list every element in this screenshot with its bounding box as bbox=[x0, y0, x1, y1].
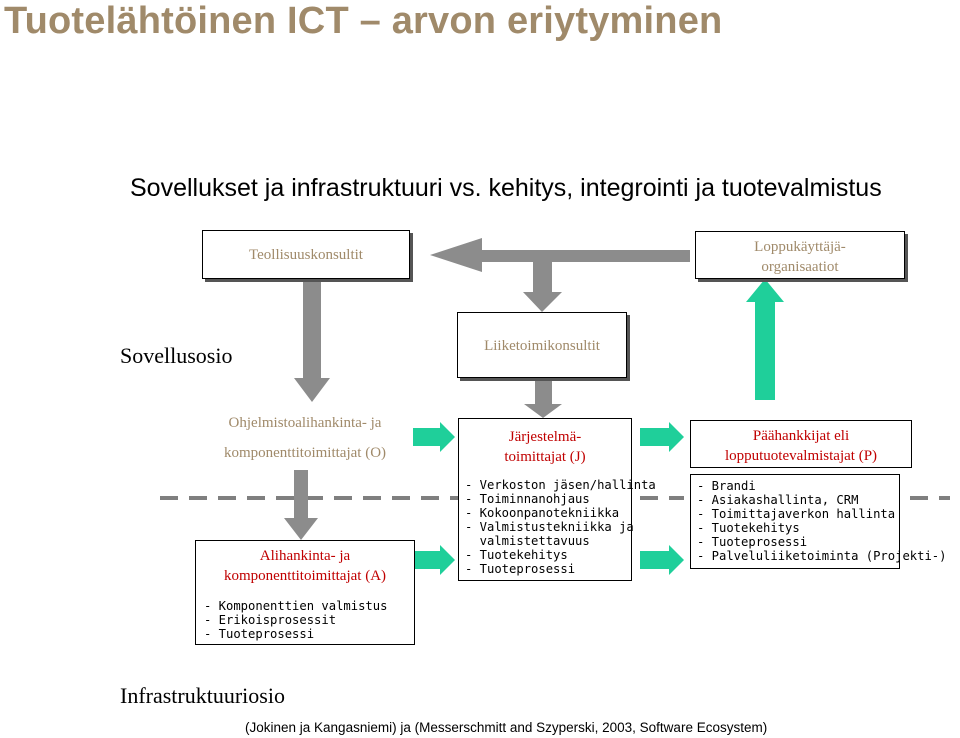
system-suppliers-line1: Järjestelmä- bbox=[508, 429, 582, 445]
layer-label-infrastructure: Infrastruktuuriosio bbox=[120, 683, 285, 708]
gray-arrow-down-subcontract bbox=[284, 470, 318, 540]
main-contractors-header bbox=[690, 420, 912, 468]
gray-arrow-left bbox=[430, 238, 690, 272]
box-system-suppliers bbox=[458, 418, 656, 581]
gray-arrow-down-system bbox=[524, 379, 562, 418]
citation: (Jokinen ja Kangasniemi) ja (Messerschmitt and Szyperski, 2003, Software Ecosystem) bbox=[245, 720, 768, 735]
subcontractors-line2: komponenttitoimittajat (A) bbox=[223, 568, 387, 584]
gray-arrow-down-business bbox=[523, 262, 562, 312]
subtitle: Sovellukset ja infrastruktuuri vs. kehitys, integrointi ja tuotevalmistus bbox=[130, 174, 882, 202]
system-suppliers-line2: toimittajat (J) bbox=[504, 449, 586, 465]
main-contractors-list: - Brandi - Asiakashallinta, CRM - Toimittajaverkon hallinta - Tuotekehitys - Tuoteprosessi - Palveluliiketoiminta (Projekti-) bbox=[697, 479, 947, 563]
box-subcontractors bbox=[195, 540, 415, 645]
main-contractors-line2: lopputuotevalmistajat (P) bbox=[724, 448, 878, 464]
business-consultants-label: Liiketoimikonsultit bbox=[484, 338, 600, 354]
software-subcontractors-block bbox=[195, 410, 415, 470]
software-subcontract-line1: Ohjelmistoalihankinta- ja bbox=[228, 415, 382, 431]
end-user-orgs-line2: organisaatiot bbox=[761, 259, 839, 275]
green-arrow-right-top-left bbox=[413, 422, 455, 452]
end-user-orgs-line1: Loppukäyttäjä- bbox=[754, 239, 846, 255]
green-arrow-up bbox=[746, 279, 784, 400]
gray-arrow-down-industry bbox=[294, 279, 330, 402]
green-arrow-right-bottom-left bbox=[413, 545, 455, 575]
page-title: Tuotelähtöinen ICT – arvon eriytyminen bbox=[4, 0, 723, 42]
box-end-user-organisations bbox=[695, 231, 905, 279]
software-subcontract-line2: komponenttitoimittajat (O) bbox=[223, 445, 387, 461]
main-contractors-line1: Päähankkijat eli bbox=[752, 428, 850, 444]
layer-label-application: Sovellusosio bbox=[120, 343, 233, 368]
system-suppliers-list: - Verkoston jäsen/hallinta - Toiminnanohjaus - Kokoonpanotekniikka - Valmistustekniikka ja valmistettavuus - Tuotekehitys - Tuoteprosessi bbox=[465, 478, 656, 576]
green-arrow-right-top-right bbox=[640, 422, 684, 452]
subcontractors-divider bbox=[196, 589, 414, 590]
subcontractors-line1: Alihankinta- ja bbox=[259, 548, 351, 564]
box-business-consultants bbox=[457, 312, 627, 378]
box-industry-consultants bbox=[202, 230, 410, 279]
subcontractors-list: - Komponenttien valmistus - Erikoisprosessit - Tuoteprosessi bbox=[204, 599, 388, 641]
industry-consultants-label: Teollisuuskonsultit bbox=[249, 247, 363, 263]
main-contractors-list-box bbox=[690, 474, 947, 569]
